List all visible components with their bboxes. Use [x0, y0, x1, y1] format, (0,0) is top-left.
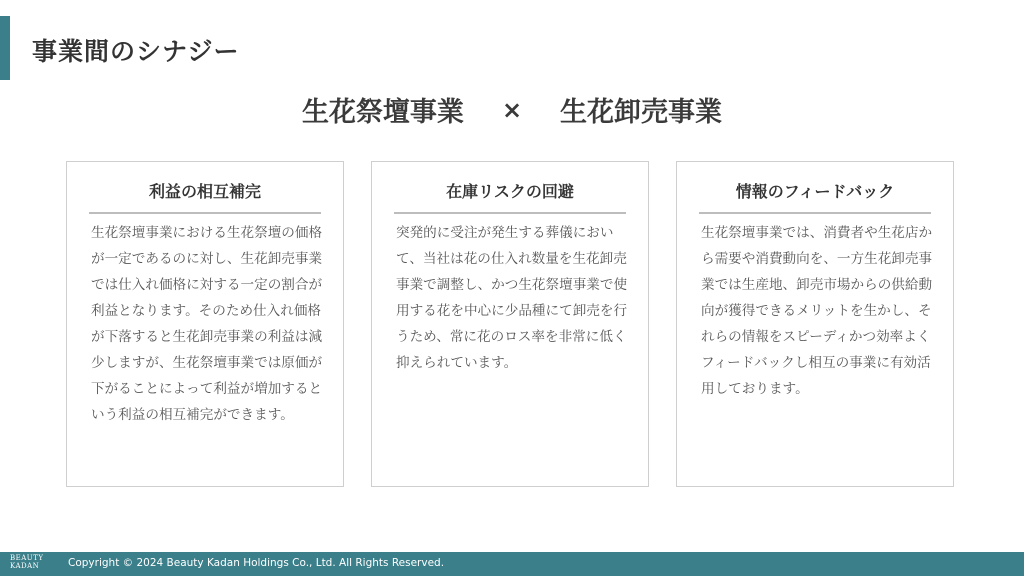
card-divider	[699, 212, 931, 214]
title-accent-bar	[0, 16, 10, 80]
copyright-text: Copyright © 2024 Beauty Kadan Holdings Co., Ltd. All Rights Reserved.	[68, 557, 445, 569]
footer-bar	[0, 552, 1024, 576]
card-divider	[89, 212, 321, 214]
headline-business-left: 生花祭壇事業	[301, 97, 464, 128]
card-info-feedback	[676, 161, 954, 487]
headline-business-right: 生花卸売事業	[560, 97, 723, 128]
synergy-headline	[0, 90, 1024, 129]
card-body: 生花祭壇事業における生花祭壇の価格が一定であるのに対し、生花卸売事業では仕入れ価格に対する一定の割合が利益となります。そのため仕入れ価格が下落すると生花卸売事業の利益は減少しますが、生花祭壇事業では原価が下がることによって利益が増加するという利益の相互補完ができます。	[91, 225, 323, 423]
logo-line-1: BEAUTY	[10, 554, 44, 562]
card-divider	[394, 212, 626, 214]
headline-times-operator: ×	[501, 95, 523, 124]
card-body: 生花祭壇事業では、消費者や生花店から需要や消費動向を、一方生花卸売事業では生産地、卸売市場からの供給動向が獲得できるメリットを生かし、それらの情報をスピーディかつ効率よくフィードバックし相互の事業に有効活用しております。	[701, 225, 933, 397]
card-title: 利益の相互補完	[148, 182, 261, 201]
card-title: 情報のフィードバック	[735, 182, 895, 201]
company-logo	[10, 554, 50, 570]
card-profit-complement	[66, 161, 344, 487]
slide-title: 事業間のシナジー	[32, 37, 240, 66]
card-body: 突発的に受注が発生する葬儀において、当社は花の仕入れ数量を生花卸売事業で調整し、かつ生花祭壇事業で使用する花を中心に少品種にて卸売を行うため、常に花のロス率を非常に低く抑えられています。	[396, 225, 628, 371]
card-inventory-risk	[371, 161, 649, 487]
logo-line-2: KADAN	[10, 562, 40, 570]
card-title: 在庫リスクの回避	[446, 182, 574, 201]
